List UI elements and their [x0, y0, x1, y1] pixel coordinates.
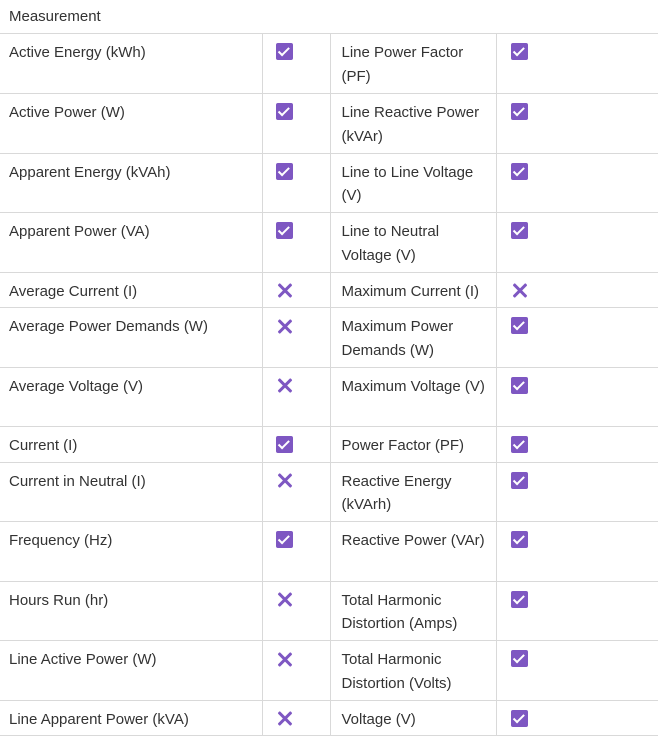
measurement-label: Active Power (W): [0, 94, 262, 154]
cross-icon: [276, 710, 294, 728]
checkbox-checked-icon: [276, 163, 293, 180]
support-cell: [496, 462, 658, 522]
table-row: [0, 308, 658, 368]
cross-icon: [276, 317, 294, 335]
measurement-table: [0, 34, 658, 736]
table-row: [0, 367, 658, 427]
checkbox-checked-icon: [511, 591, 528, 608]
support-cell: [262, 153, 330, 213]
measurement-label: Reactive Power (VAr): [330, 522, 496, 582]
measurement-label: Current in Neutral (I): [0, 462, 262, 522]
support-cell: [262, 581, 330, 641]
checkbox-checked-icon: [511, 650, 528, 667]
checkbox-checked-icon: [511, 222, 528, 239]
support-cell: [262, 641, 330, 701]
checkbox-checked-icon: [511, 317, 528, 334]
checkbox-checked-icon: [511, 531, 528, 548]
support-cell: [496, 581, 658, 641]
support-cell: [496, 34, 658, 94]
support-cell: [262, 522, 330, 582]
table-row: [0, 700, 658, 736]
measurement-label: Line to Line Voltage (V): [330, 153, 496, 213]
measurement-label: Hours Run (hr): [0, 581, 262, 641]
checkbox-checked-icon: [511, 472, 528, 489]
support-cell: [262, 272, 330, 308]
support-cell: [496, 522, 658, 582]
support-cell: [262, 308, 330, 368]
table-row: [0, 272, 658, 308]
support-cell: [262, 367, 330, 427]
measurement-label: Total Harmonic Distortion (Volts): [330, 641, 496, 701]
support-cell: [262, 427, 330, 463]
checkbox-checked-icon: [511, 710, 528, 727]
support-cell: [262, 700, 330, 736]
cross-icon: [276, 591, 294, 609]
support-cell: [496, 272, 658, 308]
support-cell: [496, 213, 658, 273]
support-cell: [262, 94, 330, 154]
support-cell: [496, 153, 658, 213]
table-row: [0, 94, 658, 154]
measurement-label: Line to Neutral Voltage (V): [330, 213, 496, 273]
measurement-label: Average Power Demands (W): [0, 308, 262, 368]
table-row: [0, 34, 658, 94]
cross-icon: [511, 282, 529, 300]
table-row: [0, 427, 658, 463]
measurement-label: Voltage (V): [330, 700, 496, 736]
support-cell: [496, 641, 658, 701]
checkbox-checked-icon: [276, 43, 293, 60]
measurement-label: Maximum Current (I): [330, 272, 496, 308]
measurement-label: Average Current (I): [0, 272, 262, 308]
measurement-label: Line Power Factor (PF): [330, 34, 496, 94]
support-cell: [262, 462, 330, 522]
cross-icon: [276, 377, 294, 395]
measurement-label: Current (I): [0, 427, 262, 463]
measurement-label: Active Energy (kWh): [0, 34, 262, 94]
support-cell: [496, 700, 658, 736]
measurement-label: Maximum Power Demands (W): [330, 308, 496, 368]
measurement-label: Apparent Energy (kVAh): [0, 153, 262, 213]
measurement-label: Line Active Power (W): [0, 641, 262, 701]
measurement-label: Frequency (Hz): [0, 522, 262, 582]
measurement-label: Average Voltage (V): [0, 367, 262, 427]
support-cell: [262, 213, 330, 273]
table-row: [0, 213, 658, 273]
checkbox-checked-icon: [511, 43, 528, 60]
checkbox-checked-icon: [276, 436, 293, 453]
measurement-label: Reactive Energy (kVArh): [330, 462, 496, 522]
measurement-label: Line Reactive Power (kVAr): [330, 94, 496, 154]
checkbox-checked-icon: [511, 103, 528, 120]
checkbox-checked-icon: [276, 103, 293, 120]
table-row: [0, 522, 658, 582]
support-cell: [496, 427, 658, 463]
support-cell: [496, 94, 658, 154]
checkbox-checked-icon: [276, 531, 293, 548]
measurement-label: Apparent Power (VA): [0, 213, 262, 273]
cross-icon: [276, 282, 294, 300]
checkbox-checked-icon: [511, 436, 528, 453]
measurement-label: Total Harmonic Distortion (Amps): [330, 581, 496, 641]
measurement-label: Power Factor (PF): [330, 427, 496, 463]
measurement-header: [0, 0, 658, 34]
header-title: Measurement: [9, 8, 101, 25]
table-row: [0, 641, 658, 701]
checkbox-checked-icon: [276, 222, 293, 239]
support-cell: [262, 34, 330, 94]
support-cell: [496, 367, 658, 427]
cross-icon: [276, 650, 294, 668]
table-row: [0, 153, 658, 213]
checkbox-checked-icon: [511, 377, 528, 394]
measurement-label: Line Apparent Power (kVA): [0, 700, 262, 736]
table-row: [0, 462, 658, 522]
cross-icon: [276, 472, 294, 490]
support-cell: [496, 308, 658, 368]
checkbox-checked-icon: [511, 163, 528, 180]
table-row: [0, 581, 658, 641]
measurement-label: Maximum Voltage (V): [330, 367, 496, 427]
